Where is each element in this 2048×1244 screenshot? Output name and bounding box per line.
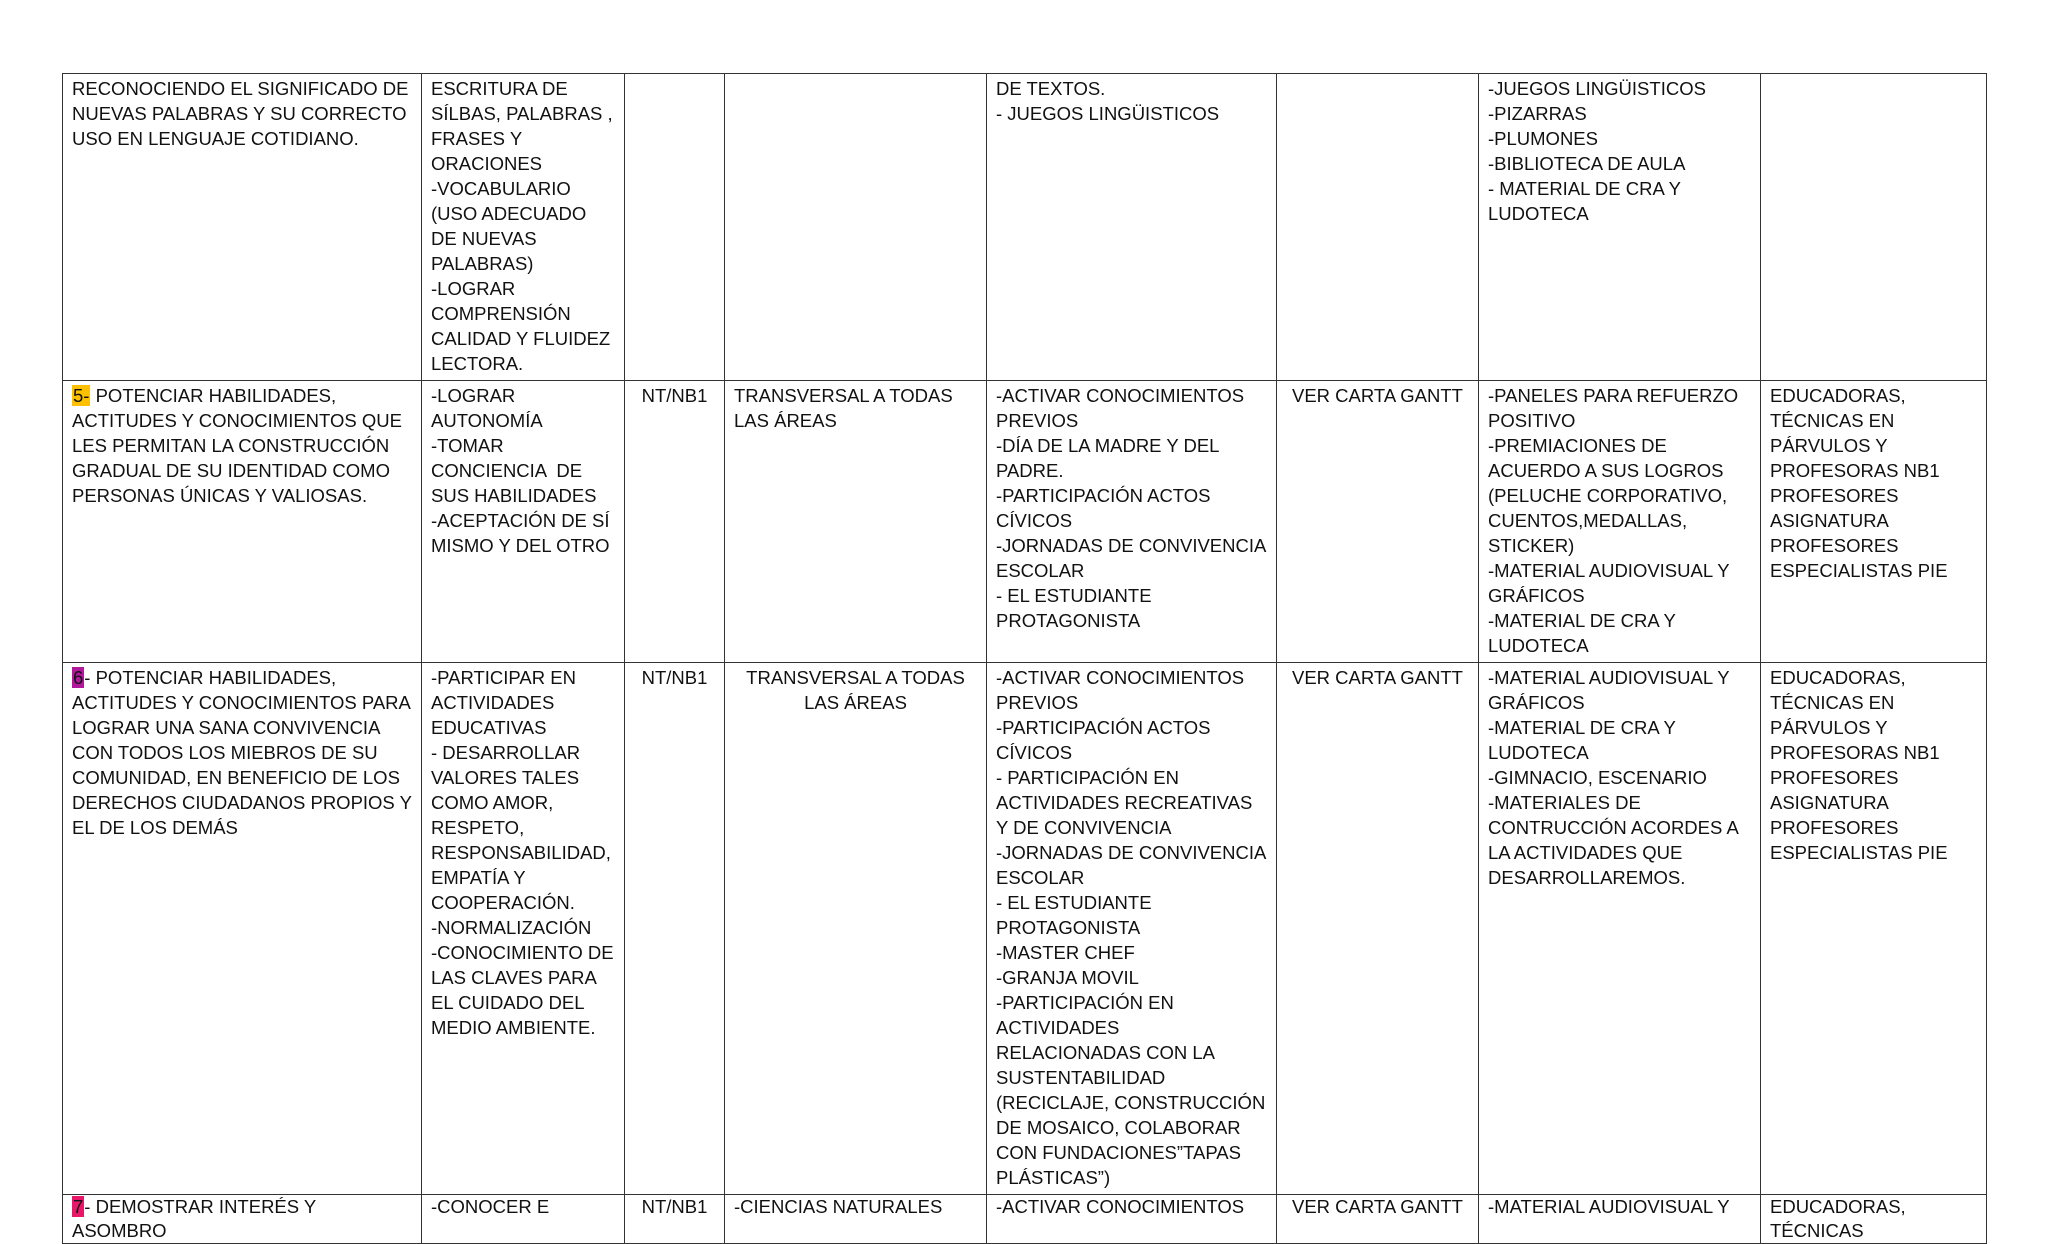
content-cell xyxy=(422,1195,625,1244)
table-row xyxy=(63,663,1987,1195)
activity-line: -PARTICIPACIÓN EN ACTIVIDADES RELACIONADAS CON LA SUSTENTABILIDAD (RECICLAJE, CONSTRUCCIÓN DE MOSAICO, COLABORAR CON FUNDACIONES”TAPAS PLÁSTICAS”) xyxy=(996,992,1271,1188)
activity-line: -DÍA DE LA MADRE Y DEL PADRE. xyxy=(996,435,1224,481)
objective-text: RECONOCIENDO EL SIGNIFICADO DE NUEVAS PALABRAS Y SU CORRECTO USO EN LENGUAJE COTIDIANO. xyxy=(72,78,409,149)
resource-line: -MATERIALES DE CONTRUCCIÓN ACORDES A LA ACTIVIDADES QUE DESARROLLAREMOS. xyxy=(1488,792,1743,888)
content-line: ESCRITURA DE SÍLBAS, PALABRAS , FRASES Y ORACIONES xyxy=(431,78,618,174)
content-line: -TOMAR CONCIENCIA DE SUS HABILIDADES xyxy=(431,435,597,506)
activities-cell xyxy=(987,663,1277,1195)
resource-line: -MATERIAL AUDIOVISUAL Y GRÁFICOS xyxy=(1488,560,1735,606)
responsible-cell: EDUCADORAS, TÉCNICAS EN PÁRVULOS Y PROFESORAS NB1 PROFESORES ASIGNATURA PROFESORES ESPECIALISTAS PIE xyxy=(1761,663,1987,1195)
timeline-cell: VER CARTA GANTT xyxy=(1277,663,1479,1195)
activity-line: -JORNADAS DE CONVIVENCIA ESCOLAR xyxy=(996,535,1271,581)
area-cell: TRANSVERSAL A TODAS LAS ÁREAS xyxy=(725,381,987,663)
responsible-cell: EDUCADORAS, TÉCNICAS xyxy=(1761,1195,1987,1244)
responsible-cell xyxy=(1761,74,1987,381)
resource-line: -PREMIACIONES DE ACUERDO A SUS LOGROS (PELUCHE CORPORATIVO, CUENTOS,MEDALLAS, STICKER) xyxy=(1488,435,1733,556)
activity-line: - EL ESTUDIANTE PROTAGONISTA xyxy=(996,585,1157,631)
resource-line: -JUEGOS LINGÜISTICOS xyxy=(1488,78,1706,99)
objective-number-highlight: 6 xyxy=(73,667,84,688)
resource-line: -GIMNACIO, ESCENARIO xyxy=(1488,767,1707,788)
resource-line: -PLUMONES xyxy=(1488,128,1598,149)
resource-line: -MATERIAL AUDIOVISUAL Y xyxy=(1488,1196,1730,1217)
content-line: -CONOCER E xyxy=(431,1196,550,1217)
resources-cell xyxy=(1479,663,1761,1195)
resources-cell xyxy=(1479,381,1761,663)
objective-text: - POTENCIAR HABILIDADES, ACTITUDES Y CONOCIMIENTOS PARA LOGRAR UNA SANA CONVIVENCIA CON TODOS LOS MIEBROS DE SU COMUNIDAD, EN BENEFICIO DE LOS DERECHOS CIUDADANOS PROPIOS Y EL DE LOS DEMÁS xyxy=(72,667,412,838)
content-line: -LOGRAR AUTONOMÍA xyxy=(431,385,543,431)
content-cell xyxy=(422,74,625,381)
level-cell: NT/NB1 xyxy=(625,381,725,663)
objective-cell xyxy=(63,381,422,663)
activities-cell xyxy=(987,74,1277,381)
objective-text: POTENCIAR HABILIDADES, ACTITUDES Y CONOCIMIENTOS QUE LES PERMITAN LA CONSTRUCCIÓN GRADUAL DE SU IDENTIDAD COMO PERSONAS ÚNICAS Y VALIOSAS. xyxy=(72,385,402,506)
content-line: -VOCABULARIO (USO ADECUADO DE NUEVAS PALABRAS) xyxy=(431,178,592,274)
content-line: - DESARROLLAR VALORES TALES COMO AMOR, RESPETO, RESPONSABILIDAD, EMPATÍA Y COOPERACIÓN. xyxy=(431,742,617,913)
activity-line: - EL ESTUDIANTE PROTAGONISTA xyxy=(996,892,1157,938)
resource-line: -PIZARRAS xyxy=(1488,103,1587,124)
area-cell: -CIENCIAS NATURALES xyxy=(725,1195,987,1244)
level-cell xyxy=(625,74,725,381)
timeline-cell: VER CARTA GANTT xyxy=(1277,1195,1479,1244)
content-line: -CONOCIMIENTO DE LAS CLAVES PARA EL CUIDADO DEL MEDIO AMBIENTE. xyxy=(431,942,619,1038)
resources-cell xyxy=(1479,74,1761,381)
resources-cell xyxy=(1479,1195,1761,1244)
timeline-cell xyxy=(1277,74,1479,381)
activity-line: -ACTIVAR CONOCIMIENTOS PREVIOS xyxy=(996,385,1250,431)
resource-line: -MATERIAL DE CRA Y LUDOTECA xyxy=(1488,717,1681,763)
activity-line: - JUEGOS LINGÜISTICOS xyxy=(996,103,1220,124)
resource-line: - MATERIAL DE CRA Y LUDOTECA xyxy=(1488,178,1686,224)
activity-line: DE TEXTOS. xyxy=(996,78,1106,99)
objective-number-highlight: 7 xyxy=(73,1196,84,1217)
level-cell: NT/NB1 xyxy=(625,663,725,1195)
content-line: -ACEPTACIÓN DE SÍ MISMO Y DEL OTRO xyxy=(431,510,615,556)
table-row xyxy=(63,1195,1987,1244)
activities-cell xyxy=(987,381,1277,663)
table-row xyxy=(63,74,1987,381)
timeline-cell: VER CARTA GANTT xyxy=(1277,381,1479,663)
objective-cell xyxy=(63,74,422,381)
content-line: -NORMALIZACIÓN xyxy=(431,917,592,938)
resource-line: -BIBLIOTECA DE AULA xyxy=(1488,153,1686,174)
activities-cell xyxy=(987,1195,1277,1244)
objective-cell xyxy=(63,1195,422,1244)
content-line: -LOGRAR COMPRENSIÓN CALIDAD Y FLUIDEZ LECTORA. xyxy=(431,278,616,374)
activity-line: -GRANJA MOVIL xyxy=(996,967,1139,988)
responsible-cell: EDUCADORAS, TÉCNICAS EN PÁRVULOS Y PROFESORAS NB1 PROFESORES ASIGNATURA PROFESORES ESPECIALISTAS PIE xyxy=(1761,381,1987,663)
table-row xyxy=(63,381,1987,663)
level-cell: NT/NB1 xyxy=(625,1195,725,1244)
content-cell xyxy=(422,663,625,1195)
resource-line: -PANELES PARA REFUERZO POSITIVO xyxy=(1488,385,1744,431)
content-cell xyxy=(422,381,625,663)
activity-line: -PARTICIPACIÓN ACTOS CÍVICOS xyxy=(996,717,1216,763)
content-line: -PARTICIPAR EN ACTIVIDADES EDUCATIVAS xyxy=(431,667,581,738)
activity-line: - PARTICIPACIÓN EN ACTIVIDADES RECREATIVAS Y DE CONVIVENCIA xyxy=(996,767,1258,838)
activity-line: -PARTICIPACIÓN ACTOS CÍVICOS xyxy=(996,485,1216,531)
area-cell xyxy=(725,74,987,381)
activity-line: -JORNADAS DE CONVIVENCIA ESCOLAR xyxy=(996,842,1271,888)
activity-line: -ACTIVAR CONOCIMIENTOS PREVIOS xyxy=(996,667,1250,713)
activity-line: -MASTER CHEF xyxy=(996,942,1135,963)
area-cell: TRANSVERSAL A TODAS LAS ÁREAS xyxy=(725,663,987,1195)
activity-line: -ACTIVAR CONOCIMIENTOS xyxy=(996,1196,1245,1217)
objective-number-highlight: 5- xyxy=(73,385,90,406)
resource-line: -MATERIAL DE CRA Y LUDOTECA xyxy=(1488,610,1681,656)
objective-cell xyxy=(63,663,422,1195)
planning-table xyxy=(62,73,1987,1244)
objective-text: - DEMOSTRAR INTERÉS Y ASOMBRO xyxy=(72,1196,316,1241)
resource-line: -MATERIAL AUDIOVISUAL Y GRÁFICOS xyxy=(1488,667,1735,713)
